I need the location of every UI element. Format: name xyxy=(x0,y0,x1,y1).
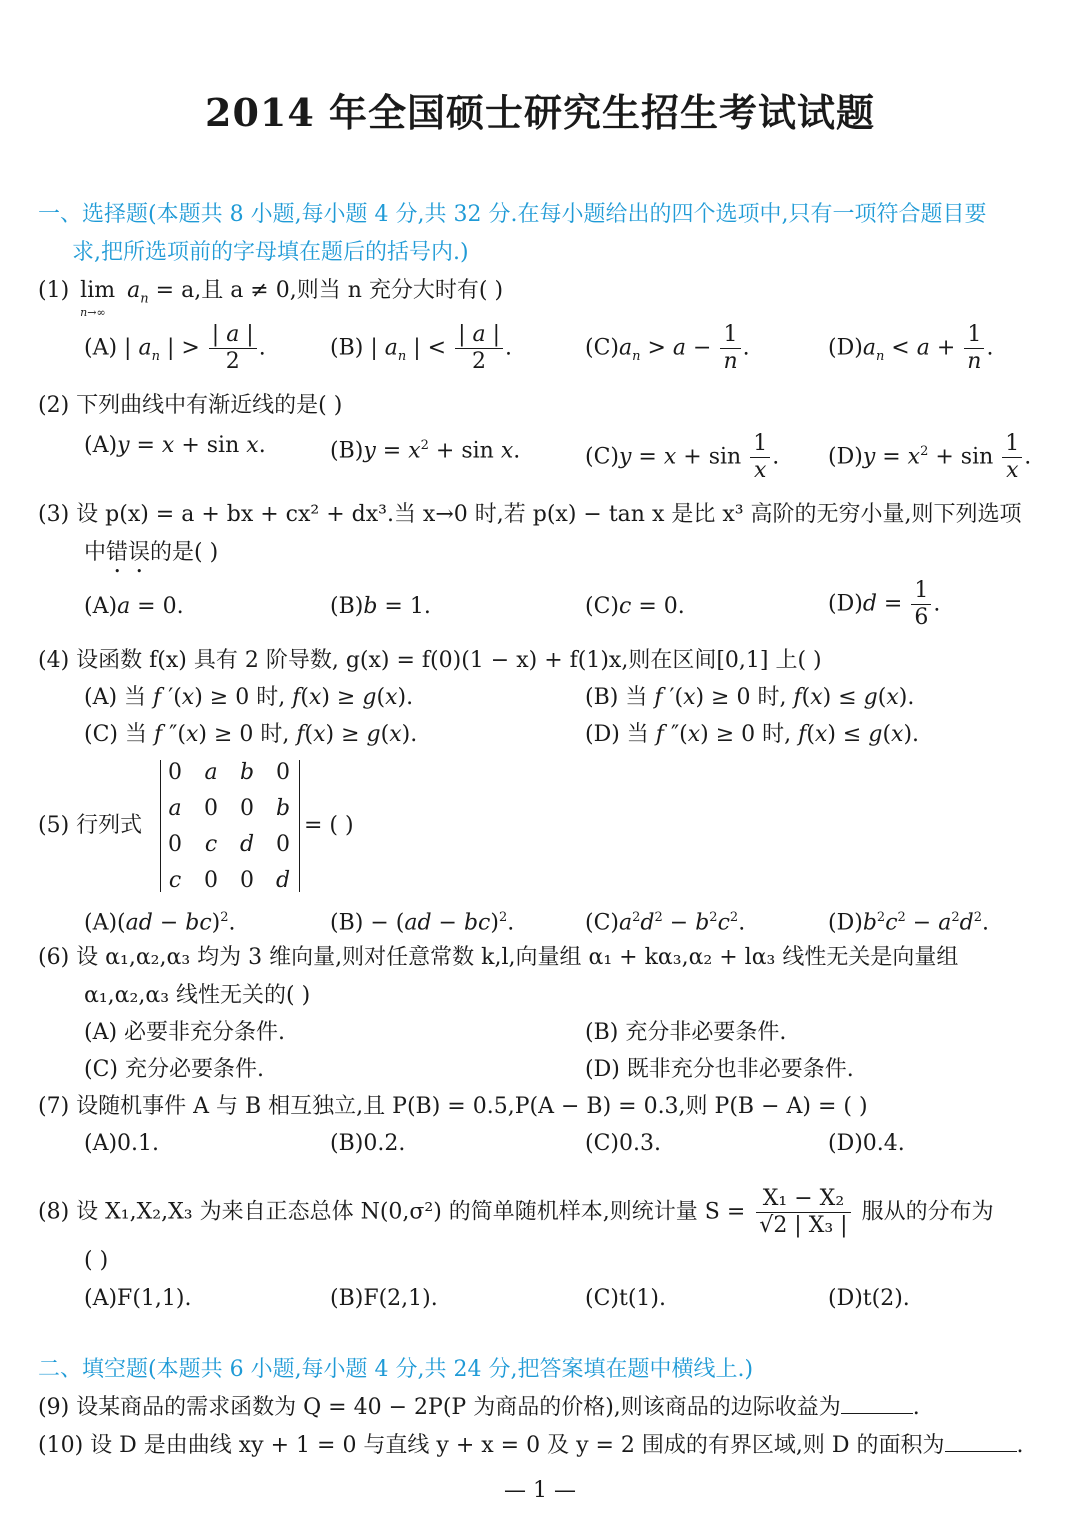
question-4-option-c: (C) 当 f ″(x) ≥ 0 时, f(x) ≥ g(x). xyxy=(84,722,418,747)
question-3-option-b: (B)b = 1. xyxy=(330,594,431,619)
question-1-option-a: (A) | $a_n$ | > $\frac{| a |}{2}$ . xyxy=(84,322,266,374)
question-2-option-b: $(B)y = x^2 + \sin x$. xyxy=(330,438,521,464)
section-2-header: 二、填空题(本题共 6 小题,每小题 4 分,共 24 分,把答案填在题中横线上.) xyxy=(38,1357,754,1382)
question-7-option-b: (B)0.2. xyxy=(330,1131,406,1156)
question-5-option-b: (B) − (ad − bc)$^2$. xyxy=(330,910,515,936)
question-8-option-d: (D)t(2). xyxy=(828,1286,910,1311)
question-3-option-d: (D)d = $\frac{1}{6}$ . xyxy=(828,578,941,630)
question-6-option-b: (B) 充分非必要条件. xyxy=(585,1020,787,1045)
question-4-option-b: (B) 当 f ′(x) ≥ 0 时, f(x) ≤ g(x). xyxy=(585,685,915,710)
question-6-option-a: (A) 必要非充分条件. xyxy=(84,1020,286,1045)
page-title: 2014 年全国硕士研究生招生考试试题 xyxy=(205,90,875,135)
question-4-option-d: (D) 当 f ″(x) ≥ 0 时, f(x) ≤ g(x). xyxy=(585,722,920,747)
page-number: — 1 — xyxy=(504,1478,576,1503)
question-8-fraction-denominator: √2 | X₃ | xyxy=(759,1213,848,1238)
question-6-option-c: (C) 充分必要条件. xyxy=(84,1057,264,1082)
question-7-option-a: (A)0.1. xyxy=(84,1131,160,1156)
question-1-option-d: $(D)a_n < a$ + $\frac{1}{n}$ . xyxy=(828,322,994,374)
question-5-option-c: $(C)a^2d^2 - b^2c^2$. xyxy=(585,910,746,936)
question-8-option-b: (B)F(2,1). xyxy=(330,1286,438,1311)
question-5-label: (5) 行列式 xyxy=(38,813,143,838)
question-8-answer-paren: ( ) xyxy=(84,1248,109,1273)
question-5-option-a: (A)(ad − bc)$^2$. xyxy=(84,910,236,936)
section-1-header-line-2: 求,把所选项前的字母填在题后的括号内.) xyxy=(72,240,469,265)
question-2-option-a: (A)y = x + sin x. xyxy=(84,433,266,458)
question-8-fraction-numerator: X₁ − X₂ xyxy=(756,1186,850,1213)
question-1-option-b: (B) | $a_n$ | < $\frac{| a |}{2}$ . xyxy=(330,322,512,374)
question-9-stem: (9) 设某商品的需求函数为 Q = 40 − 2P(P 为商品的价格),则该商品的边际收益为 . xyxy=(38,1395,920,1420)
question-3-stem-line-2: 中错误的是( ) xyxy=(84,540,219,565)
question-7-option-d: (D)0.4. xyxy=(828,1131,905,1156)
question-1-stem: (1) lim n→∞ $a_n = a$,且 a ≠ 0,则当 n 充分大时有( ) xyxy=(38,278,504,319)
question-8-stem: (8) 设 X₁,X₂,X₃ 为来自正态总体 N(0,σ²) 的简单随机样本,则统计量 S = $\frac{\text{X₁ − X₂}}{\text{√2 | X₃ |}}$ 服从的分布为 xyxy=(38,1186,994,1238)
question-5-determinant: 0 a b 0 a 0 0 b 0 c d 0 c 0 0 d xyxy=(160,760,300,892)
question-3-option-a: (A)a = 0. xyxy=(84,594,184,619)
question-8-option-c: (C)t(1). xyxy=(585,1286,666,1311)
question-4-stem: (4) 设函数 f(x) 具有 2 阶导数, g(x) = f(0)(1 − x) + f(1)x,则在区间[0,1] 上( ) xyxy=(38,648,822,673)
section-1-header-line-1: 一、选择题(本题共 8 小题,每小题 4 分,共 32 分.在每小题给出的四个选项中,只有一项符合题目要 xyxy=(38,202,987,227)
question-3-option-c: (C)c = 0. xyxy=(585,594,685,619)
question-5-option-d: $(D)b^2c^2 - a^2d^2$. xyxy=(828,910,989,936)
question-6-stem-line-2: α₁,α₂,α₃ 线性无关的( ) xyxy=(84,983,311,1008)
question-2-option-c: (C)y = x + sin $\frac{1}{x}$ . xyxy=(585,431,780,483)
question-9-answer-blank[interactable] xyxy=(841,1393,913,1414)
question-8-option-a: (A)F(1,1). xyxy=(84,1286,192,1311)
question-2-stem: (2) 下列曲线中有渐近线的是( ) xyxy=(38,393,343,418)
question-2-option-d: $(D)y = x^2 + \sin$ $\frac{1}{x}$ . xyxy=(828,431,1032,483)
question-3-stem-line-1: (3) 设 p(x) = a + bx + cx² + dx³.当 x→0 时,若 p(x) − tan x 是比 x³ 高阶的无穷小量,则下列选项 xyxy=(38,502,1022,527)
question-7-stem: (7) 设随机事件 A 与 B 相互独立,且 P(B) = 0.5,P(A − B) = 0.3,则 P(B − A) = ( ) xyxy=(38,1094,868,1119)
question-6-option-d: (D) 既非充分也非必要条件. xyxy=(585,1057,854,1082)
question-5-tail: = ( ) xyxy=(304,813,354,838)
question-6-stem-line-1: (6) 设 α₁,α₂,α₃ 均为 3 维向量,则对任意常数 k,l,向量组 α₁ + kα₃,α₂ + lα₃ 线性无关是向量组 xyxy=(38,945,959,970)
question-10-answer-blank[interactable] xyxy=(945,1431,1017,1452)
question-1-option-c: $(C)a_n > a$ − $\frac{1}{n}$ . xyxy=(585,322,750,374)
question-10-stem: (10) 设 D 是由曲线 xy + 1 = 0 与直线 y + x = 0 及 y = 2 围成的有界区域,则 D 的面积为 . xyxy=(38,1433,1024,1458)
question-7-option-c: (C)0.3. xyxy=(585,1131,661,1156)
question-4-option-a: (A) 当 f ′(x) ≥ 0 时, f(x) ≥ g(x). xyxy=(84,685,414,710)
